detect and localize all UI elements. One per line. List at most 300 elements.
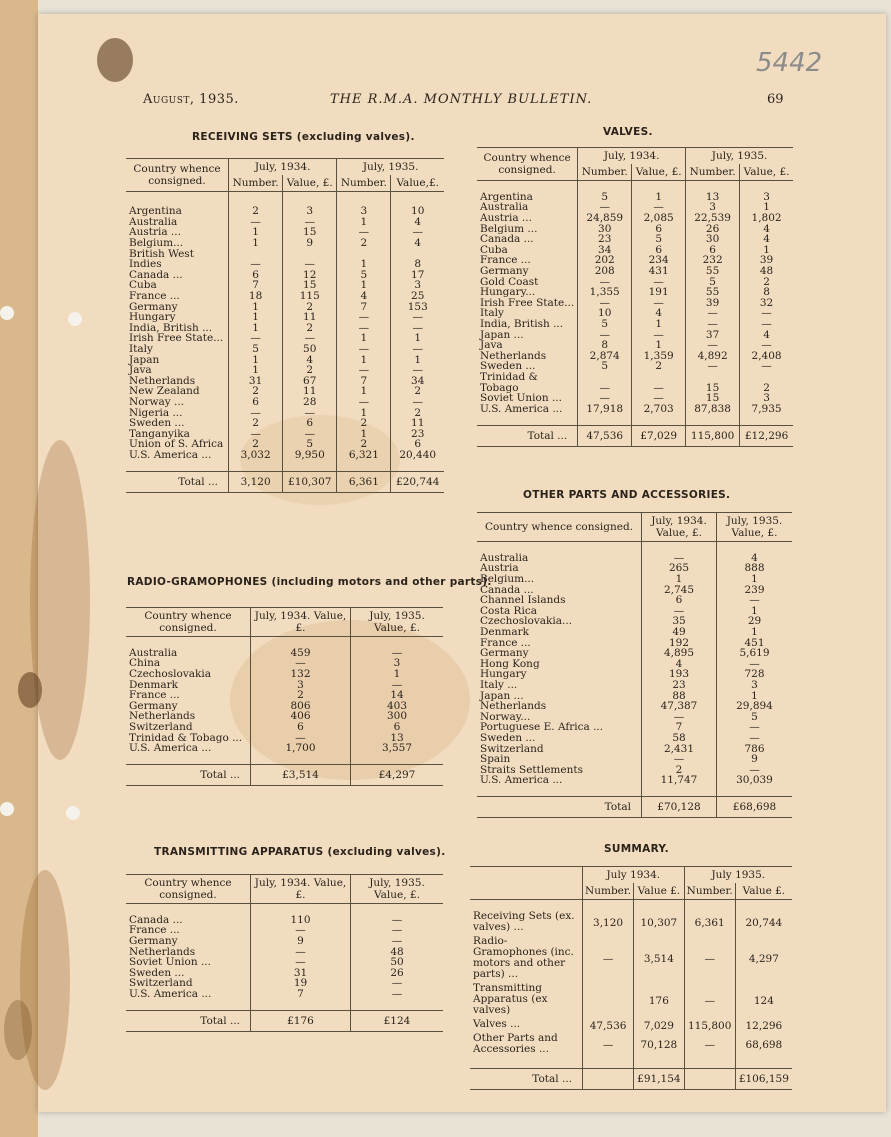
- value-cell: 7: [642, 722, 717, 733]
- value-cell: —: [578, 202, 632, 213]
- country-cell: Trinidad & Tobago ...: [129, 731, 243, 744]
- value-cell: 35: [642, 616, 717, 627]
- bulletin-title: THE R.M.A. MONTHLY BULLETIN.: [330, 92, 593, 107]
- value-cell: 31: [229, 376, 283, 387]
- table-row: [477, 234, 793, 245]
- column-header: Number.: [337, 175, 391, 192]
- value-cell: 88: [642, 690, 717, 701]
- value-cell: 87,838: [686, 403, 740, 414]
- value-cell: 2: [251, 690, 351, 701]
- country-cell: Germany: [480, 647, 529, 660]
- radio-gramophones-title: RADIO-GRAMOPHONES (including motors and other parts).: [127, 576, 492, 588]
- country-cell: Canada ...: [480, 233, 534, 246]
- total-value: 3,120: [229, 471, 283, 492]
- value-cell: 6: [686, 245, 740, 256]
- value-cell: 11: [283, 312, 337, 323]
- value-cell: —: [251, 732, 351, 743]
- country-header: Country whence consigned.: [126, 608, 251, 637]
- value-cell: 29: [717, 616, 793, 627]
- value-cell: 17,918: [578, 403, 632, 414]
- value-cell: 1: [717, 574, 793, 585]
- value-cell: 6: [351, 722, 444, 733]
- value-cell: 888: [717, 563, 793, 574]
- column-header: July, 1934. Value, £.: [642, 513, 717, 542]
- value-cell: 2,408: [740, 351, 793, 362]
- value-cell: —: [391, 312, 444, 323]
- country-header: Country whence consigned.: [126, 875, 251, 904]
- value-cell: 20,744: [735, 911, 792, 936]
- country-cell: Netherlands: [129, 374, 196, 387]
- value-cell: 2: [337, 439, 391, 450]
- value-cell: 1: [740, 245, 793, 256]
- valves-title: VALVES.: [603, 126, 653, 138]
- value-cell: 6: [632, 245, 686, 256]
- country-cell: Indies: [129, 258, 162, 271]
- value-cell: 11: [391, 418, 444, 429]
- value-cell: —: [578, 393, 632, 404]
- country-cell: Denmark: [129, 678, 178, 691]
- transmitting-table: [126, 874, 443, 1032]
- value-cell: 2,874: [578, 351, 632, 362]
- value-cell: 2: [229, 418, 283, 429]
- value-cell: 1: [337, 280, 391, 291]
- value-cell: 10: [578, 308, 632, 319]
- value-cell: 191: [632, 287, 686, 298]
- value-cell: 5,619: [717, 648, 793, 659]
- value-cell: 5: [578, 319, 632, 330]
- total-value: £20,744: [391, 471, 444, 492]
- table-row: [477, 287, 793, 298]
- value-cell: 7,029: [634, 1019, 685, 1033]
- value-cell: 786: [717, 743, 793, 754]
- country-cell: Netherlands: [129, 710, 196, 723]
- value-cell: 31: [251, 968, 351, 979]
- value-cell: 14: [351, 690, 444, 701]
- value-cell: 8: [391, 259, 444, 270]
- value-cell: 6: [632, 223, 686, 234]
- value-cell: 68,698: [735, 1033, 792, 1058]
- table-row: [470, 936, 792, 983]
- country-cell: Germany: [129, 935, 178, 948]
- punch-hole: [68, 312, 82, 326]
- country-cell: U.S. America ...: [129, 742, 212, 755]
- value-cell: 1: [229, 365, 283, 376]
- value-cell: 2,431: [642, 743, 717, 754]
- country-cell: Radio-Gramophones (inc. motors and other parts) ...: [473, 934, 574, 980]
- value-cell: 2: [283, 301, 337, 312]
- total-value: 47,536: [578, 425, 632, 446]
- value-cell: —: [642, 553, 717, 564]
- country-cell: France ...: [129, 924, 180, 937]
- column-header: Value,£.: [391, 175, 444, 192]
- total-value: £68,698: [717, 797, 793, 818]
- value-cell: 2: [229, 439, 283, 450]
- table-row: [470, 911, 792, 936]
- value-cell: —: [229, 259, 283, 270]
- country-cell: Sweden ...: [480, 360, 536, 373]
- value-cell: —: [632, 276, 686, 287]
- receiving-sets-table: [126, 158, 444, 493]
- value-cell: 26: [351, 968, 444, 979]
- country-cell: Netherlands: [129, 945, 196, 958]
- value-cell: 26: [686, 223, 740, 234]
- value-cell: 7: [337, 376, 391, 387]
- country-cell: Switzerland: [129, 977, 193, 990]
- country-cell: Costa Rica: [480, 604, 537, 617]
- total-label: Total ...: [470, 1069, 583, 1090]
- value-cell: 6: [229, 397, 283, 408]
- value-cell: 459: [251, 648, 351, 659]
- archive-reference: 5442: [756, 48, 823, 78]
- value-cell: 6: [283, 418, 337, 429]
- value-cell: —: [391, 227, 444, 238]
- value-cell: 24,859: [578, 213, 632, 224]
- value-cell: 1: [632, 319, 686, 330]
- country-cell: New Zealand: [129, 385, 200, 398]
- value-cell: —: [251, 925, 351, 936]
- total-row: [477, 425, 793, 446]
- value-cell: —: [391, 397, 444, 408]
- value-cell: 6: [229, 270, 283, 281]
- value-cell: 48: [351, 946, 444, 957]
- table-row: [126, 957, 443, 968]
- table-row: [477, 403, 793, 414]
- value-cell: [740, 372, 793, 383]
- total-label: Total ...: [126, 765, 251, 786]
- country-cell: Switzerland: [129, 721, 193, 734]
- value-cell: 3,120: [583, 911, 634, 936]
- table-row: [470, 1019, 792, 1033]
- country-cell: Java: [129, 364, 152, 377]
- total-label: Total ...: [477, 425, 578, 446]
- table-row: [470, 983, 792, 1019]
- table-row: [477, 213, 793, 224]
- total-value: £91,154: [634, 1069, 685, 1090]
- value-cell: 30: [686, 234, 740, 245]
- country-cell: Belgium ...: [480, 222, 538, 235]
- table-row: [126, 206, 444, 217]
- value-cell: —: [391, 323, 444, 334]
- table-row: [477, 595, 792, 606]
- value-cell: —: [351, 915, 444, 926]
- value-cell: 232: [686, 255, 740, 266]
- value-cell: —: [391, 365, 444, 376]
- value-cell: 50: [351, 957, 444, 968]
- table-row: [477, 393, 793, 404]
- table-row: [126, 344, 444, 355]
- value-cell: —: [283, 428, 337, 439]
- value-cell: —: [583, 1033, 634, 1058]
- value-cell: 39: [740, 255, 793, 266]
- country-cell: Czechoslovakia: [129, 668, 211, 681]
- value-cell: —: [642, 712, 717, 723]
- country-header: Country whence consigned.: [477, 148, 578, 181]
- country-cell: Channel Islands: [480, 594, 566, 607]
- country-cell: U.S. America ...: [480, 402, 563, 415]
- country-cell: Nigeria ...: [129, 406, 183, 419]
- value-cell: 39: [686, 298, 740, 309]
- value-cell: 2,085: [632, 213, 686, 224]
- value-cell: 9,950: [283, 450, 337, 461]
- value-cell: 37: [686, 329, 740, 340]
- country-cell: Germany: [129, 300, 178, 313]
- value-cell: 115: [283, 291, 337, 302]
- total-value: £106,159: [735, 1069, 792, 1090]
- radio-gramophones-table: [126, 607, 443, 786]
- country-header: Country whence consigned.: [126, 159, 229, 192]
- value-cell: 5: [337, 270, 391, 281]
- value-cell: 30,039: [717, 775, 793, 786]
- value-cell: —: [583, 936, 634, 983]
- table-row: [126, 354, 444, 365]
- value-cell: —: [684, 1033, 735, 1058]
- value-cell: 1: [717, 690, 793, 701]
- value-cell: —: [283, 333, 337, 344]
- value-cell: 2: [740, 276, 793, 287]
- total-row: [126, 765, 443, 786]
- country-cell: Denmark: [480, 626, 529, 639]
- value-cell: 728: [717, 669, 793, 680]
- value-cell: —: [717, 764, 793, 775]
- value-cell: 4: [642, 659, 717, 670]
- punch-hole: [66, 806, 80, 820]
- value-cell: 10,307: [634, 911, 685, 936]
- value-cell: 4: [391, 217, 444, 228]
- value-cell: 8: [740, 287, 793, 298]
- value-cell: —: [740, 308, 793, 319]
- total-value: [684, 1069, 735, 1090]
- page-number: 69: [767, 92, 784, 107]
- value-cell: —: [717, 733, 793, 744]
- column-header: July, 1935. Value, £.: [351, 608, 444, 637]
- total-label: Total: [477, 797, 642, 818]
- valves-table: [477, 147, 793, 447]
- period-header: July, 1935.: [337, 159, 444, 176]
- table-row: [477, 743, 792, 754]
- value-cell: —: [632, 329, 686, 340]
- total-value: £176: [251, 1010, 351, 1031]
- value-cell: 17: [391, 270, 444, 281]
- value-cell: 2: [229, 206, 283, 217]
- value-cell: 1: [337, 407, 391, 418]
- value-cell: 4,895: [642, 648, 717, 659]
- value-cell: —: [717, 659, 793, 670]
- table-row: [477, 701, 792, 712]
- value-cell: 7: [251, 989, 351, 1000]
- table-row: [126, 259, 444, 270]
- value-cell: 2: [391, 407, 444, 418]
- value-cell: 5: [578, 361, 632, 372]
- value-cell: —: [632, 298, 686, 309]
- value-cell: 6,361: [684, 911, 735, 936]
- table-row: [477, 680, 792, 691]
- value-cell: 3: [686, 202, 740, 213]
- punch-hole: [0, 802, 14, 816]
- total-row: [477, 797, 792, 818]
- value-cell: 3: [717, 680, 793, 691]
- value-cell: 1: [391, 333, 444, 344]
- issue-date: August, 1935.: [143, 92, 239, 107]
- value-cell: 202: [578, 255, 632, 266]
- country-cell: Other Parts and Accessories ...: [473, 1031, 558, 1055]
- country-cell: Irish Free State...: [129, 332, 224, 345]
- value-cell: 32: [740, 298, 793, 309]
- table-row: [126, 936, 443, 947]
- value-cell: —: [391, 344, 444, 355]
- country-cell: British West: [129, 247, 194, 260]
- table-row: [477, 775, 792, 786]
- country-cell: Sweden ...: [129, 966, 185, 979]
- period-header: July, 1935.: [686, 148, 793, 165]
- value-cell: 34: [578, 245, 632, 256]
- country-cell: India, British ...: [129, 321, 213, 334]
- value-cell: —: [717, 722, 793, 733]
- value-cell: 2,703: [632, 403, 686, 414]
- value-cell: 29,894: [717, 701, 793, 712]
- value-cell: 2: [740, 382, 793, 393]
- value-cell: 22,539: [686, 213, 740, 224]
- country-cell: Austria: [480, 562, 519, 575]
- value-cell: —: [686, 319, 740, 330]
- value-cell: 13: [351, 732, 444, 743]
- country-cell: France ...: [480, 636, 531, 649]
- table-row: [477, 754, 792, 765]
- value-cell: 3: [337, 206, 391, 217]
- country-cell: Italy ...: [480, 679, 518, 692]
- country-cell: Australia: [129, 215, 178, 228]
- country-cell: Germany: [480, 265, 529, 278]
- value-cell: 1: [229, 227, 283, 238]
- column-header: Number.: [684, 883, 735, 900]
- value-cell: 4: [632, 308, 686, 319]
- table-row: [126, 248, 444, 259]
- value-cell: 110: [251, 915, 351, 926]
- value-cell: —: [283, 259, 337, 270]
- value-cell: 2: [283, 323, 337, 334]
- value-cell: 4: [283, 354, 337, 365]
- total-value: £124: [351, 1010, 444, 1031]
- value-cell: 192: [642, 637, 717, 648]
- value-cell: 451: [717, 637, 793, 648]
- value-cell: 1: [642, 574, 717, 585]
- value-cell: 7: [337, 301, 391, 312]
- value-cell: 1: [337, 428, 391, 439]
- value-cell: 4: [740, 223, 793, 234]
- table-row: [126, 238, 444, 249]
- value-cell: 5: [578, 192, 632, 203]
- value-cell: —: [229, 333, 283, 344]
- value-cell: —: [642, 754, 717, 765]
- value-cell: 3: [740, 192, 793, 203]
- country-cell: Receiving Sets (ex. valves) ...: [473, 909, 575, 933]
- country-cell: Belgium...: [129, 237, 184, 250]
- value-cell: 11: [283, 386, 337, 397]
- value-cell: 50: [283, 344, 337, 355]
- value-cell: 9: [251, 936, 351, 947]
- value-cell: 23: [642, 680, 717, 691]
- column-header: Number.: [578, 164, 632, 181]
- receiving-sets-title: RECEIVING SETS (excluding valves).: [192, 131, 415, 143]
- value-cell: —: [642, 606, 717, 617]
- table-row: [126, 989, 443, 1000]
- value-cell: 4: [740, 329, 793, 340]
- column-header: July, 1934. Value, £.: [251, 608, 351, 637]
- country-cell: Canada ...: [129, 268, 183, 281]
- value-cell: —: [337, 312, 391, 323]
- column-header: Number.: [229, 175, 283, 192]
- value-cell: 1: [717, 606, 793, 617]
- total-row: [126, 1010, 443, 1031]
- value-cell: 9: [717, 754, 793, 765]
- value-cell: —: [686, 340, 740, 351]
- value-cell: 4: [337, 291, 391, 302]
- table-row: [126, 333, 444, 344]
- table-row: [477, 669, 792, 680]
- punch-hole: [0, 306, 14, 320]
- value-cell: —: [740, 319, 793, 330]
- value-cell: —: [578, 276, 632, 287]
- value-cell: 1: [229, 301, 283, 312]
- country-cell: Argentina: [480, 190, 533, 203]
- country-cell: Hungary: [480, 668, 527, 681]
- value-cell: 47,387: [642, 701, 717, 712]
- country-cell: Irish Free State...: [480, 296, 575, 309]
- value-cell: 8: [578, 340, 632, 351]
- value-cell: 5: [283, 439, 337, 450]
- value-cell: 3: [251, 679, 351, 690]
- value-cell: 5: [717, 712, 793, 723]
- country-cell: Netherlands: [480, 349, 547, 362]
- column-header: Value, £.: [632, 164, 686, 181]
- value-cell: 67: [283, 376, 337, 387]
- country-cell: Australia: [480, 551, 529, 564]
- transmitting-title: TRANSMITTING APPARATUS (excluding valves).: [154, 846, 446, 858]
- table-row: [477, 266, 793, 277]
- value-cell: —: [337, 365, 391, 376]
- country-cell: India, British ...: [480, 318, 564, 331]
- table-row: [126, 690, 443, 701]
- value-cell: —: [251, 957, 351, 968]
- value-cell: 34: [391, 376, 444, 387]
- value-cell: —: [251, 658, 351, 669]
- value-cell: [632, 372, 686, 383]
- value-cell: 1: [391, 354, 444, 365]
- value-cell: 431: [632, 266, 686, 277]
- value-cell: 403: [351, 701, 444, 712]
- country-cell: Spain: [480, 753, 511, 766]
- country-cell: Tanganyika: [129, 427, 190, 440]
- country-cell: Argentina: [129, 205, 182, 218]
- value-cell: 6: [251, 722, 351, 733]
- value-cell: —: [740, 361, 793, 372]
- value-cell: 3,557: [351, 743, 444, 754]
- value-cell: 1,802: [740, 213, 793, 224]
- country-cell: Austria ...: [480, 212, 532, 225]
- value-cell: 70,128: [634, 1033, 685, 1058]
- value-cell: 1: [337, 354, 391, 365]
- country-cell: Germany: [129, 699, 178, 712]
- column-header: Value £.: [634, 883, 685, 900]
- value-cell: —: [351, 936, 444, 947]
- value-cell: 10: [391, 206, 444, 217]
- value-cell: [583, 983, 634, 1019]
- value-cell: 265: [642, 563, 717, 574]
- value-cell: 7,935: [740, 403, 793, 414]
- column-header: Value, £.: [740, 164, 793, 181]
- value-cell: 1: [229, 312, 283, 323]
- value-cell: 25: [391, 291, 444, 302]
- value-cell: 3: [391, 280, 444, 291]
